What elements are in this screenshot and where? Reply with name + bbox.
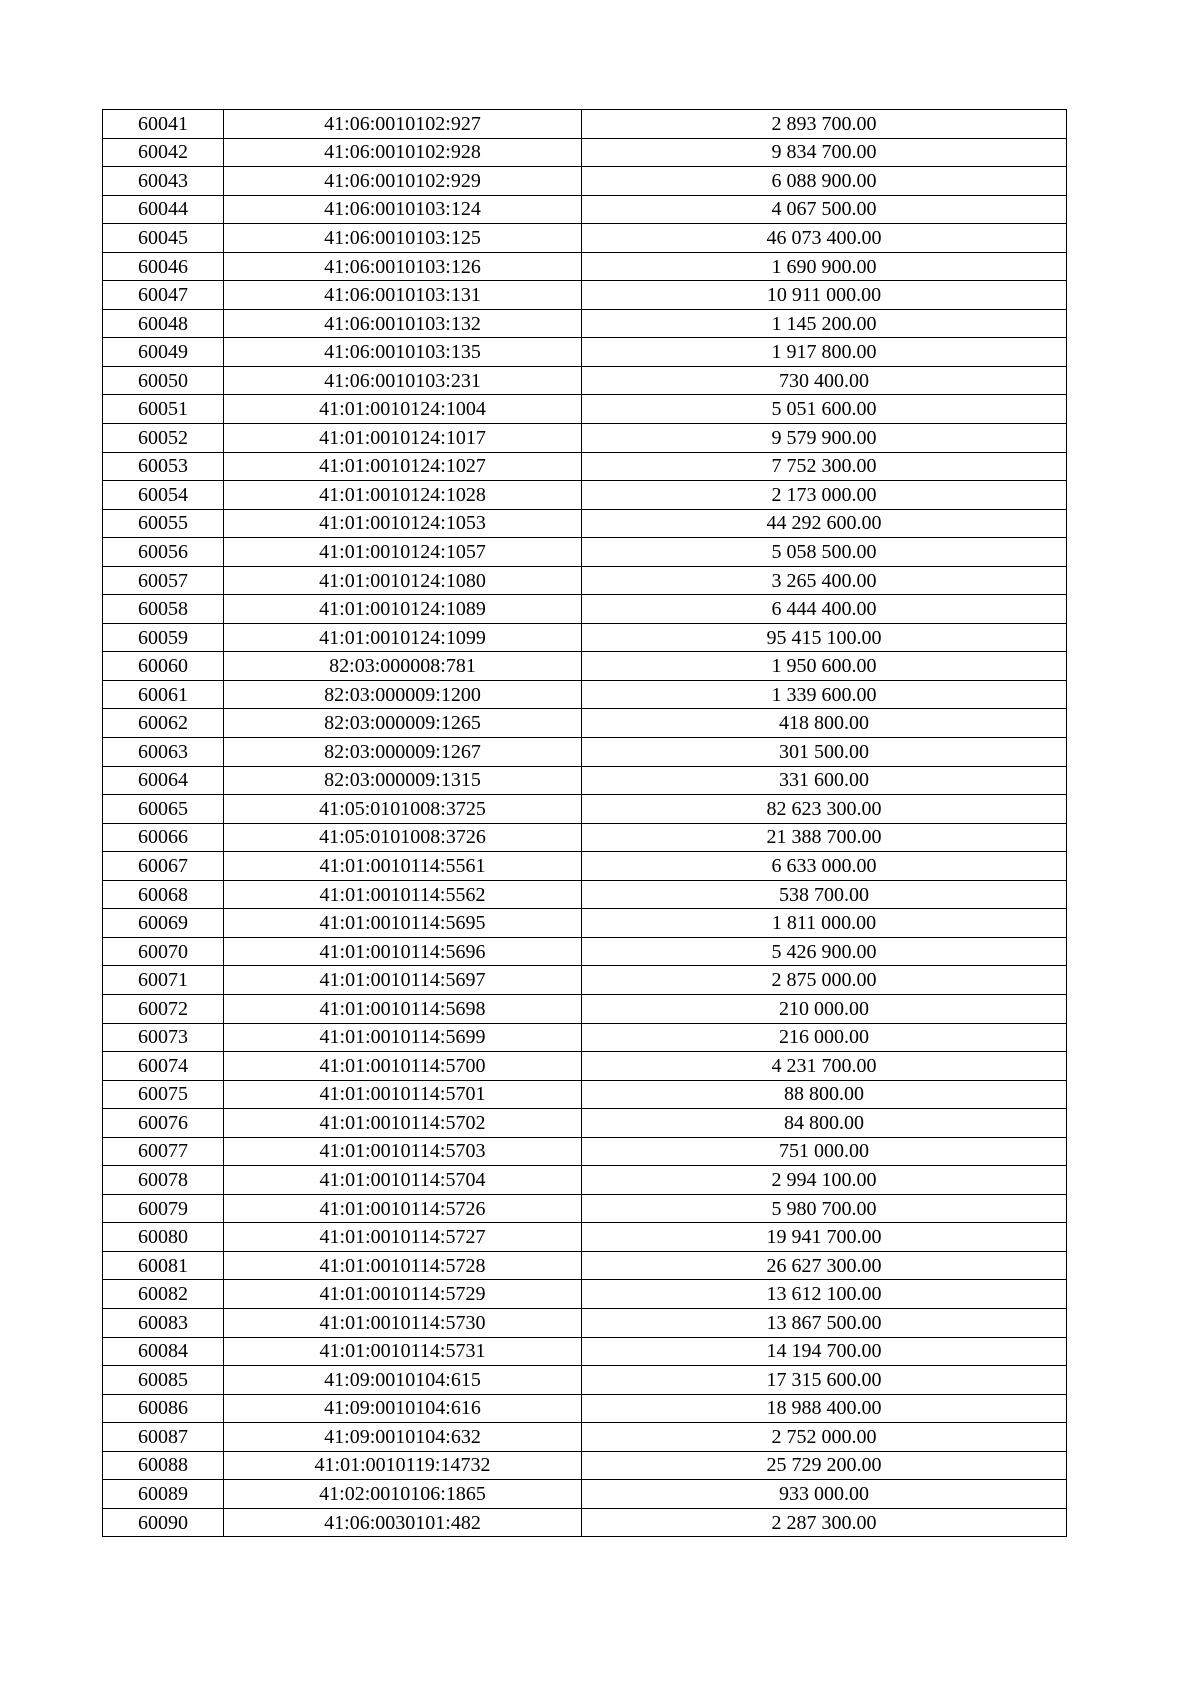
table-row: [103, 1137, 1067, 1166]
cadastral-number-cell: 41:05:0101008:3726: [224, 823, 582, 852]
row-number-cell: 60059: [103, 623, 224, 652]
cadastral-value-cell: 933 000.00: [582, 1480, 1067, 1509]
cadastral-number-cell: 41:01:0010114:5695: [224, 909, 582, 938]
cadastral-value-cell: 2 875 000.00: [582, 966, 1067, 995]
cadastral-value-cell: 1 811 000.00: [582, 909, 1067, 938]
cadastral-number-cell: 41:05:0101008:3725: [224, 795, 582, 824]
cadastral-value-cell: 418 800.00: [582, 709, 1067, 738]
cadastral-value-cell: 1 950 600.00: [582, 652, 1067, 681]
cadastral-value-cell: 538 700.00: [582, 880, 1067, 909]
table-row: [103, 138, 1067, 167]
table-row: [103, 937, 1067, 966]
cadastral-number-cell: 41:09:0010104:615: [224, 1366, 582, 1395]
row-number-cell: 60075: [103, 1080, 224, 1109]
table-row: [103, 966, 1067, 995]
table-row: [103, 167, 1067, 196]
cadastral-value-cell: 5 426 900.00: [582, 937, 1067, 966]
cadastral-value-cell: 10 911 000.00: [582, 281, 1067, 310]
table-row: [103, 1451, 1067, 1480]
row-number-cell: 60079: [103, 1194, 224, 1223]
cadastral-value-cell: 6 633 000.00: [582, 852, 1067, 881]
cadastral-value-cell: 4 231 700.00: [582, 1052, 1067, 1081]
cadastral-number-cell: 41:06:0010103:125: [224, 224, 582, 253]
cadastral-number-cell: 41:01:0010124:1053: [224, 509, 582, 538]
table-row: [103, 880, 1067, 909]
cadastral-value-cell: 1 690 900.00: [582, 252, 1067, 281]
cadastral-number-cell: 41:01:0010124:1099: [224, 623, 582, 652]
cadastral-number-cell: 41:01:0010124:1057: [224, 538, 582, 567]
table-row: [103, 481, 1067, 510]
row-number-cell: 60046: [103, 252, 224, 281]
table-row: [103, 538, 1067, 567]
row-number-cell: 60074: [103, 1052, 224, 1081]
cadastral-number-cell: 41:01:0010114:5561: [224, 852, 582, 881]
cadastral-value-cell: 9 579 900.00: [582, 424, 1067, 453]
row-number-cell: 60073: [103, 1023, 224, 1052]
row-number-cell: 60085: [103, 1366, 224, 1395]
table-row: [103, 1394, 1067, 1423]
cadastral-number-cell: 41:01:0010124:1004: [224, 395, 582, 424]
table-row: [103, 338, 1067, 367]
cadastral-number-cell: 41:01:0010114:5730: [224, 1308, 582, 1337]
cadastral-number-cell: 41:06:0010103:231: [224, 366, 582, 395]
row-number-cell: 60056: [103, 538, 224, 567]
row-number-cell: 60067: [103, 852, 224, 881]
cadastral-number-cell: 41:06:0030101:482: [224, 1508, 582, 1537]
row-number-cell: 60053: [103, 452, 224, 481]
row-number-cell: 60080: [103, 1223, 224, 1252]
cadastral-number-cell: 41:01:0010114:5562: [224, 880, 582, 909]
cadastral-value-cell: 2 752 000.00: [582, 1423, 1067, 1452]
table-row: [103, 766, 1067, 795]
row-number-cell: 60090: [103, 1508, 224, 1537]
cadastral-number-cell: 41:09:0010104:632: [224, 1423, 582, 1452]
table-row: [103, 366, 1067, 395]
table-row: [103, 1080, 1067, 1109]
table-row: [103, 994, 1067, 1023]
cadastral-number-cell: 41:01:0010124:1089: [224, 595, 582, 624]
cadastral-value-cell: 14 194 700.00: [582, 1337, 1067, 1366]
cadastral-value-cell: 730 400.00: [582, 366, 1067, 395]
cadastral-value-cell: 210 000.00: [582, 994, 1067, 1023]
cadastral-number-cell: 82:03:000009:1265: [224, 709, 582, 738]
cadastral-number-cell: 41:01:0010119:14732: [224, 1451, 582, 1480]
cadastral-number-cell: 41:01:0010124:1080: [224, 566, 582, 595]
row-number-cell: 60044: [103, 195, 224, 224]
cadastral-value-cell: 5 058 500.00: [582, 538, 1067, 567]
row-number-cell: 60057: [103, 566, 224, 595]
cadastral-number-cell: 41:01:0010114:5699: [224, 1023, 582, 1052]
table-row: [103, 1366, 1067, 1395]
cadastral-value-cell: 5 051 600.00: [582, 395, 1067, 424]
table-row: [103, 1023, 1067, 1052]
row-number-cell: 60077: [103, 1137, 224, 1166]
table-row: [103, 1337, 1067, 1366]
cadastral-number-cell: 41:01:0010124:1027: [224, 452, 582, 481]
row-number-cell: 60082: [103, 1280, 224, 1309]
table-row: [103, 281, 1067, 310]
cadastral-number-cell: 41:06:0010102:929: [224, 167, 582, 196]
cadastral-value-cell: 216 000.00: [582, 1023, 1067, 1052]
cadastral-number-cell: 82:03:000009:1267: [224, 738, 582, 767]
table-row: [103, 1480, 1067, 1509]
cadastral-value-cell: 1 145 200.00: [582, 309, 1067, 338]
cadastral-value-cell: 3 265 400.00: [582, 566, 1067, 595]
table-row: [103, 652, 1067, 681]
row-number-cell: 60049: [103, 338, 224, 367]
cadastral-value-cell: 17 315 600.00: [582, 1366, 1067, 1395]
row-number-cell: 60083: [103, 1308, 224, 1337]
table-row: [103, 1308, 1067, 1337]
table-row: [103, 1052, 1067, 1081]
cadastral-number-cell: 41:01:0010114:5731: [224, 1337, 582, 1366]
cadastral-value-cell: 5 980 700.00: [582, 1194, 1067, 1223]
row-number-cell: 60062: [103, 709, 224, 738]
cadastral-value-cell: 2 994 100.00: [582, 1166, 1067, 1195]
row-number-cell: 60070: [103, 937, 224, 966]
table-row: [103, 1194, 1067, 1223]
row-number-cell: 60051: [103, 395, 224, 424]
row-number-cell: 60086: [103, 1394, 224, 1423]
cadastral-value-cell: 2 893 700.00: [582, 110, 1067, 139]
table-row: [103, 623, 1067, 652]
cadastral-value-cell: 331 600.00: [582, 766, 1067, 795]
table-row: [103, 395, 1067, 424]
cadastral-number-cell: 41:01:0010114:5701: [224, 1080, 582, 1109]
table-row: [103, 1166, 1067, 1195]
cadastral-value-cell: 18 988 400.00: [582, 1394, 1067, 1423]
cadastral-value-cell: 13 612 100.00: [582, 1280, 1067, 1309]
row-number-cell: 60076: [103, 1109, 224, 1138]
table-row: [103, 110, 1067, 139]
cadastral-value-cell: 44 292 600.00: [582, 509, 1067, 538]
row-number-cell: 60054: [103, 481, 224, 510]
cadastral-number-cell: 41:09:0010104:616: [224, 1394, 582, 1423]
cadastral-number-cell: 82:03:000009:1200: [224, 680, 582, 709]
table-row: [103, 909, 1067, 938]
table-row: [103, 452, 1067, 481]
cadastral-number-cell: 41:01:0010114:5702: [224, 1109, 582, 1138]
row-number-cell: 60048: [103, 309, 224, 338]
row-number-cell: 60081: [103, 1251, 224, 1280]
cadastral-value-cell: 9 834 700.00: [582, 138, 1067, 167]
table-row: [103, 680, 1067, 709]
cadastral-value-cell: 751 000.00: [582, 1137, 1067, 1166]
cadastral-number-cell: 41:01:0010114:5700: [224, 1052, 582, 1081]
row-number-cell: 60063: [103, 738, 224, 767]
row-number-cell: 60047: [103, 281, 224, 310]
cadastral-value-cell: 7 752 300.00: [582, 452, 1067, 481]
cadastral-number-cell: 41:01:0010114:5729: [224, 1280, 582, 1309]
cadastral-number-cell: 82:03:000008:781: [224, 652, 582, 681]
table-row: [103, 195, 1067, 224]
cadastral-number-cell: 41:06:0010102:928: [224, 138, 582, 167]
cadastral-value-cell: 2 287 300.00: [582, 1508, 1067, 1537]
row-number-cell: 60071: [103, 966, 224, 995]
cadastral-value-cell: 6 444 400.00: [582, 595, 1067, 624]
table-row: [103, 823, 1067, 852]
row-number-cell: 60089: [103, 1480, 224, 1509]
cadastral-number-cell: 41:01:0010114:5726: [224, 1194, 582, 1223]
cadastral-value-cell: 19 941 700.00: [582, 1223, 1067, 1252]
cadastral-number-cell: 41:06:0010103:131: [224, 281, 582, 310]
row-number-cell: 60042: [103, 138, 224, 167]
cadastral-value-cell: 1 917 800.00: [582, 338, 1067, 367]
row-number-cell: 60084: [103, 1337, 224, 1366]
table-row: [103, 1280, 1067, 1309]
table-row: [103, 738, 1067, 767]
cadastral-number-cell: 41:01:0010114:5696: [224, 937, 582, 966]
cadastral-number-cell: 41:06:0010102:927: [224, 110, 582, 139]
cadastral-value-cell: 2 173 000.00: [582, 481, 1067, 510]
cadastral-value-cell: 25 729 200.00: [582, 1451, 1067, 1480]
row-number-cell: 60068: [103, 880, 224, 909]
table-row: [103, 252, 1067, 281]
table-row: [103, 1508, 1067, 1537]
table-row: [103, 595, 1067, 624]
row-number-cell: 60043: [103, 167, 224, 196]
table-row: [103, 509, 1067, 538]
cadastral-value-cell: 95 415 100.00: [582, 623, 1067, 652]
cadastral-value-cell: 13 867 500.00: [582, 1308, 1067, 1337]
row-number-cell: 60088: [103, 1451, 224, 1480]
cadastral-value-cell: 82 623 300.00: [582, 795, 1067, 824]
row-number-cell: 60050: [103, 366, 224, 395]
row-number-cell: 60064: [103, 766, 224, 795]
row-number-cell: 60061: [103, 680, 224, 709]
cadastral-value-cell: 4 067 500.00: [582, 195, 1067, 224]
table-row: [103, 224, 1067, 253]
row-number-cell: 60055: [103, 509, 224, 538]
row-number-cell: 60052: [103, 424, 224, 453]
row-number-cell: 60065: [103, 795, 224, 824]
table-row: [103, 1423, 1067, 1452]
table-row: [103, 566, 1067, 595]
cadastral-number-cell: 41:01:0010114:5698: [224, 994, 582, 1023]
cadastral-value-cell: 26 627 300.00: [582, 1251, 1067, 1280]
table-row: [103, 795, 1067, 824]
cadastral-number-cell: 41:01:0010114:5728: [224, 1251, 582, 1280]
table-row: [103, 1251, 1067, 1280]
cadastral-number-cell: 41:06:0010103:132: [224, 309, 582, 338]
cadastral-number-cell: 82:03:000009:1315: [224, 766, 582, 795]
cadastral-value-table: [102, 109, 1067, 1537]
row-number-cell: 60069: [103, 909, 224, 938]
cadastral-number-cell: 41:01:0010114:5697: [224, 966, 582, 995]
table-row: [103, 1223, 1067, 1252]
row-number-cell: 60041: [103, 110, 224, 139]
row-number-cell: 60066: [103, 823, 224, 852]
cadastral-number-cell: 41:06:0010103:135: [224, 338, 582, 367]
row-number-cell: 60045: [103, 224, 224, 253]
table-row: [103, 424, 1067, 453]
cadastral-number-cell: 41:01:0010124:1028: [224, 481, 582, 510]
cadastral-number-cell: 41:01:0010114:5727: [224, 1223, 582, 1252]
cadastral-number-cell: 41:06:0010103:126: [224, 252, 582, 281]
cadastral-value-cell: 301 500.00: [582, 738, 1067, 767]
row-number-cell: 60087: [103, 1423, 224, 1452]
table-row: [103, 852, 1067, 881]
cadastral-value-cell: 21 388 700.00: [582, 823, 1067, 852]
row-number-cell: 60058: [103, 595, 224, 624]
cadastral-number-cell: 41:01:0010114:5704: [224, 1166, 582, 1195]
row-number-cell: 60078: [103, 1166, 224, 1195]
row-number-cell: 60060: [103, 652, 224, 681]
cadastral-value-cell: 6 088 900.00: [582, 167, 1067, 196]
cadastral-number-cell: 41:01:0010124:1017: [224, 424, 582, 453]
cadastral-number-cell: 41:06:0010103:124: [224, 195, 582, 224]
row-number-cell: 60072: [103, 994, 224, 1023]
cadastral-number-cell: 41:02:0010106:1865: [224, 1480, 582, 1509]
table-row: [103, 709, 1067, 738]
table-row: [103, 309, 1067, 338]
table-body: [103, 110, 1067, 1537]
cadastral-value-cell: 46 073 400.00: [582, 224, 1067, 253]
cadastral-value-cell: 1 339 600.00: [582, 680, 1067, 709]
cadastral-number-cell: 41:01:0010114:5703: [224, 1137, 582, 1166]
cadastral-value-cell: 88 800.00: [582, 1080, 1067, 1109]
cadastral-value-cell: 84 800.00: [582, 1109, 1067, 1138]
table-row: [103, 1109, 1067, 1138]
